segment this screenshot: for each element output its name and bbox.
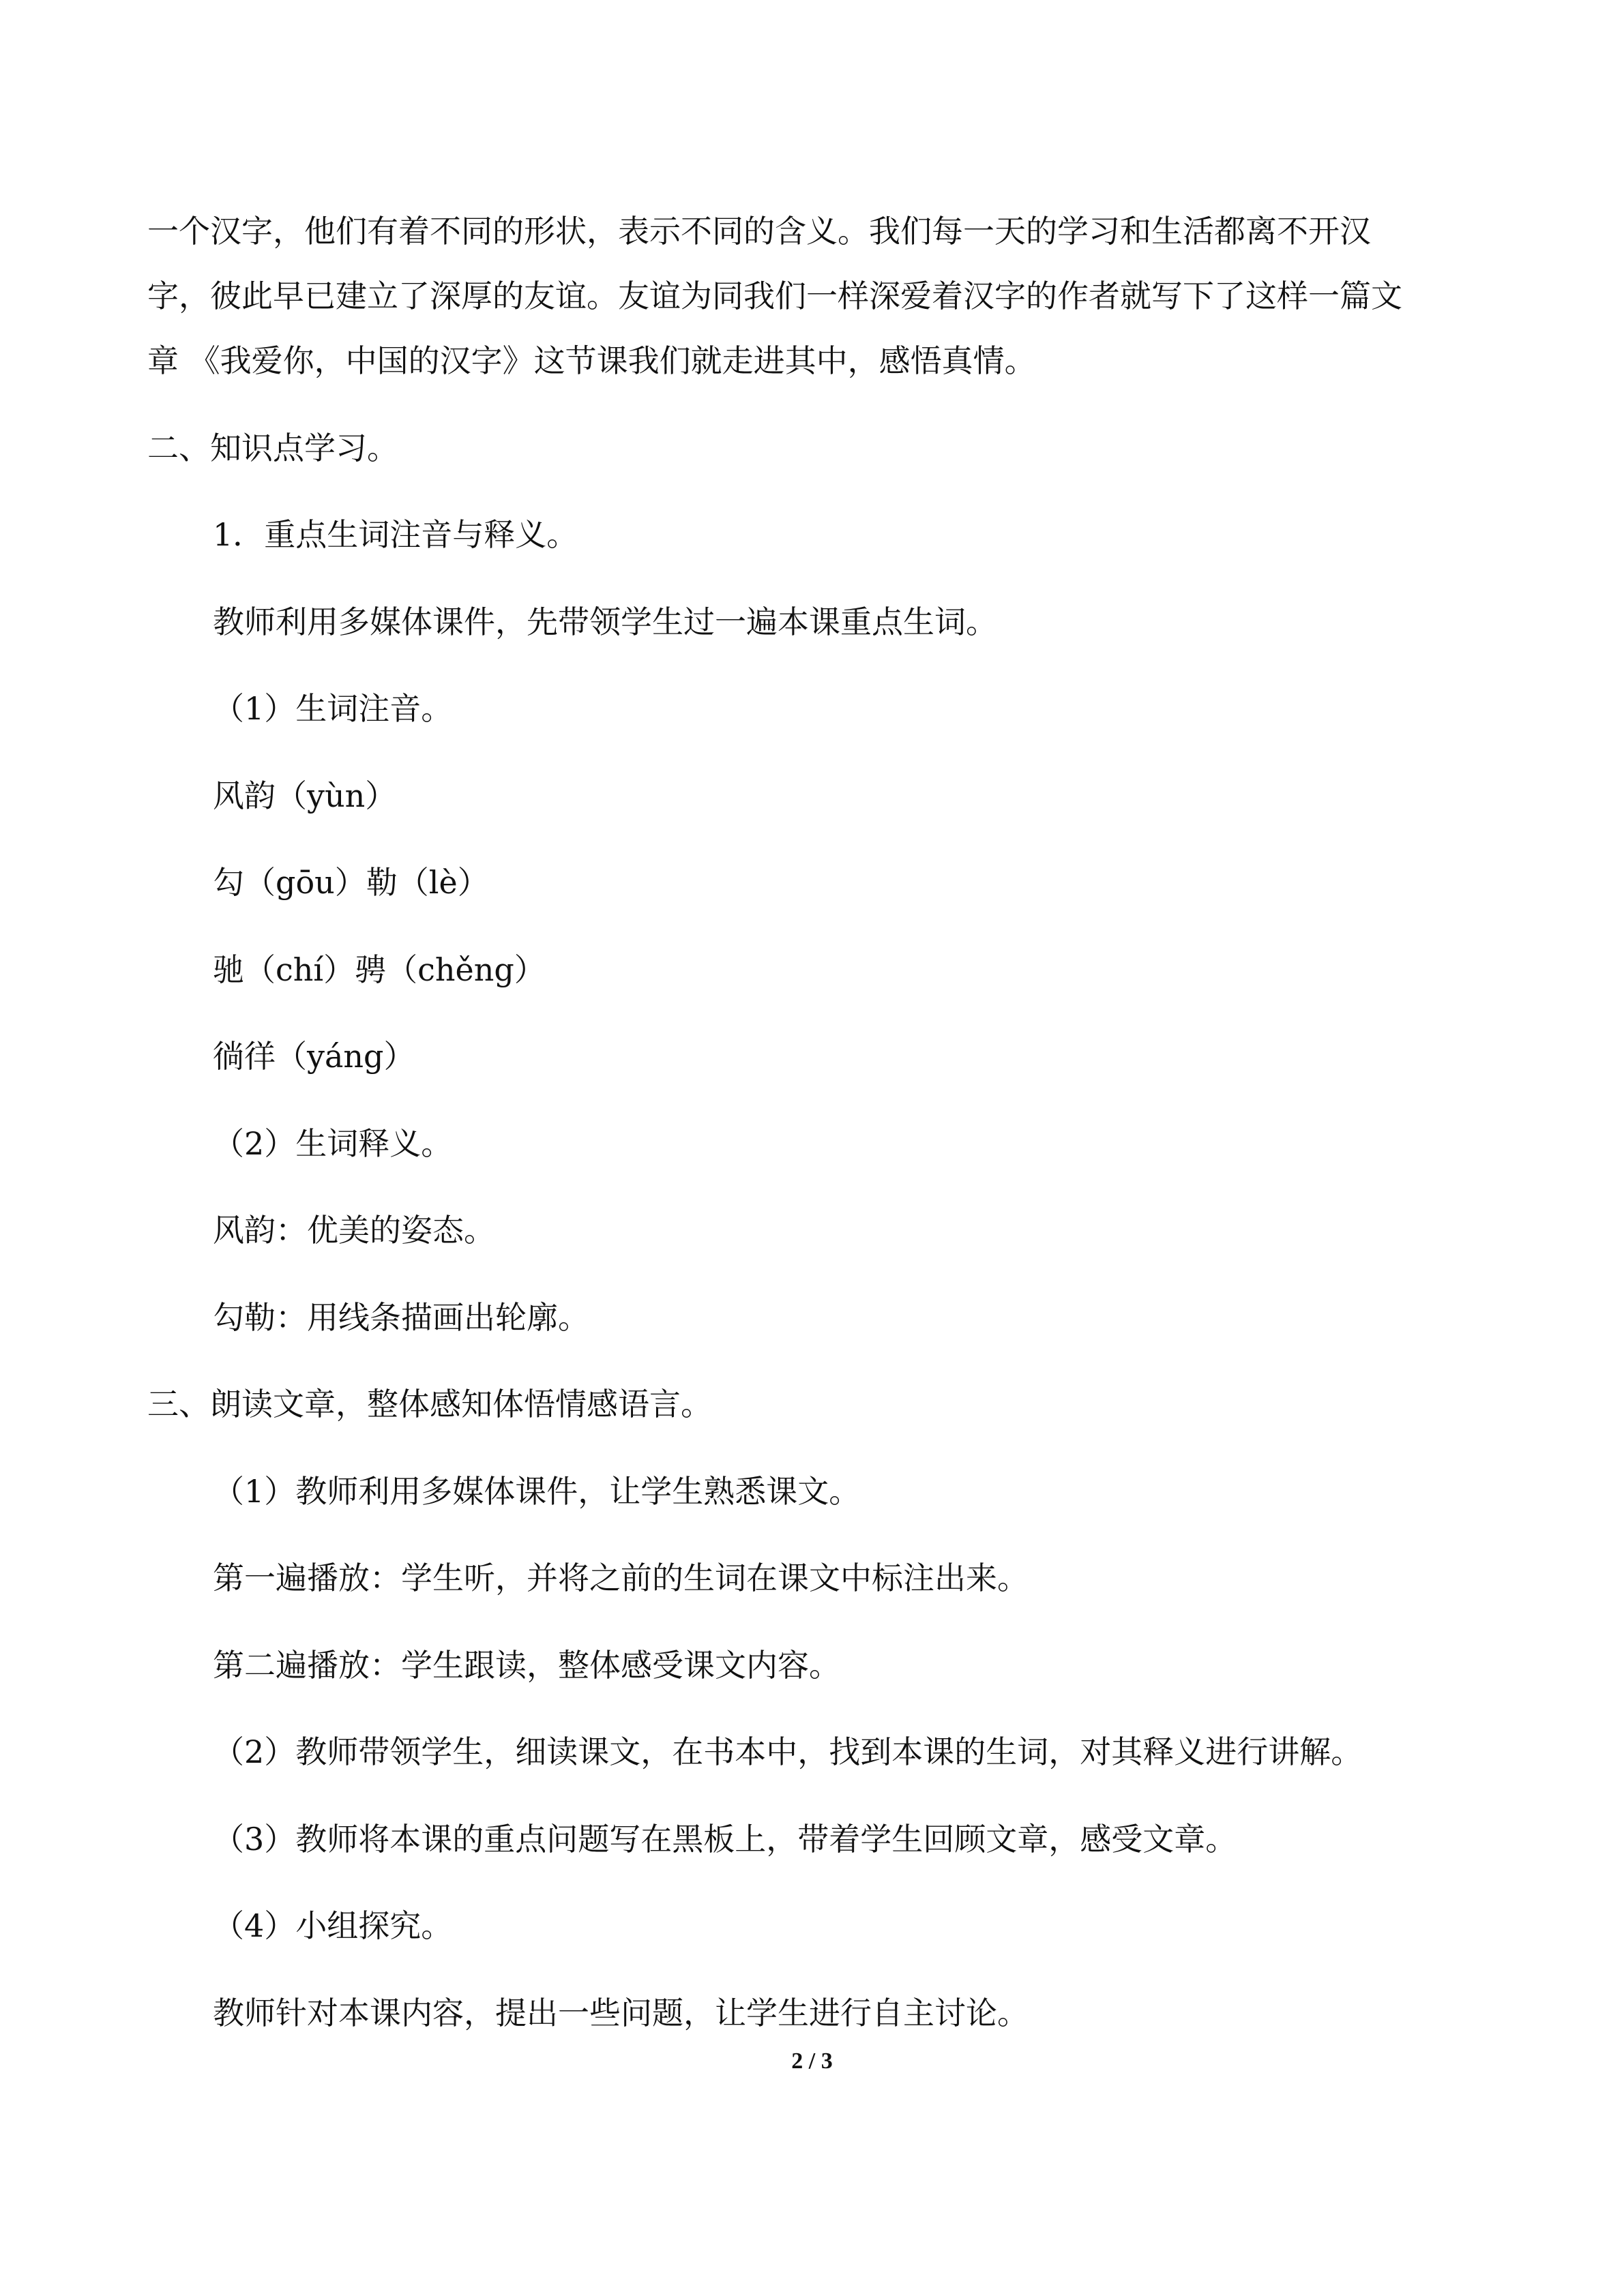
paragraph-teacher-vocab: 教师利用多媒体课件，先带领学生过一遍本课重点生词。 [213,603,997,640]
paragraph-intro-line-2: 字，彼此早已建立了深厚的友谊。友谊为同我们一样深爱着汉字的作者就写下了这样一篇文 [147,278,1402,314]
paragraph-intro-line-1: 一个汉字，他们有着不同的形状，表示不同的含义。我们每一天的学习和生活都离不开汉 [147,213,1371,250]
vocab-item: 驰（chí）骋（chěng） [213,951,546,988]
step-item: （3）教师将本课的重点问题写在黑板上，带着学生回顾文章，感受文章。 [213,1821,1237,1858]
meaning-item: 勾勒：用线条描画出轮廓。 [213,1299,589,1336]
vocab-item: 风韵（yùn） [213,777,397,814]
section-heading-reading: 三、朗读文章，整体感知体悟情感语言。 [147,1386,712,1422]
item-meaning-heading: （2）生词释义。 [213,1125,453,1162]
step-item: （1）教师利用多媒体课件，让学生熟悉课文。 [213,1473,861,1510]
step-item: （2）教师带领学生，细读课文，在书本中，找到本课的生词，对其释义进行讲解。 [213,1733,1363,1770]
vocab-item: 勾（gōu）勒（lè） [213,864,489,901]
step-item: 第一遍播放：学生听，并将之前的生词在课文中标注出来。 [213,1560,1029,1596]
section-heading-knowledge: 二、知识点学习。 [147,430,398,466]
paragraph-intro-line-3: 章 《我爱你，中国的汉字》这节课我们就走进其中，感悟真情。 [147,342,1036,379]
meaning-item: 风韵：优美的姿态。 [213,1212,495,1249]
subheading-vocabulary: 1．重点生词注音与释义。 [213,516,578,553]
step-item: （4）小组探究。 [213,1907,453,1944]
step-item: 教师针对本课内容，提出一些问题，让学生进行自主讨论。 [213,1995,1029,2031]
item-pronunciation-heading: （1）生词注音。 [213,690,453,727]
step-item: 第二遍播放：学生跟读，整体感受课文内容。 [213,1647,840,1684]
page-number: 2 / 3 [791,2048,833,2074]
vocab-item: 徜徉（yáng） [213,1038,415,1075]
